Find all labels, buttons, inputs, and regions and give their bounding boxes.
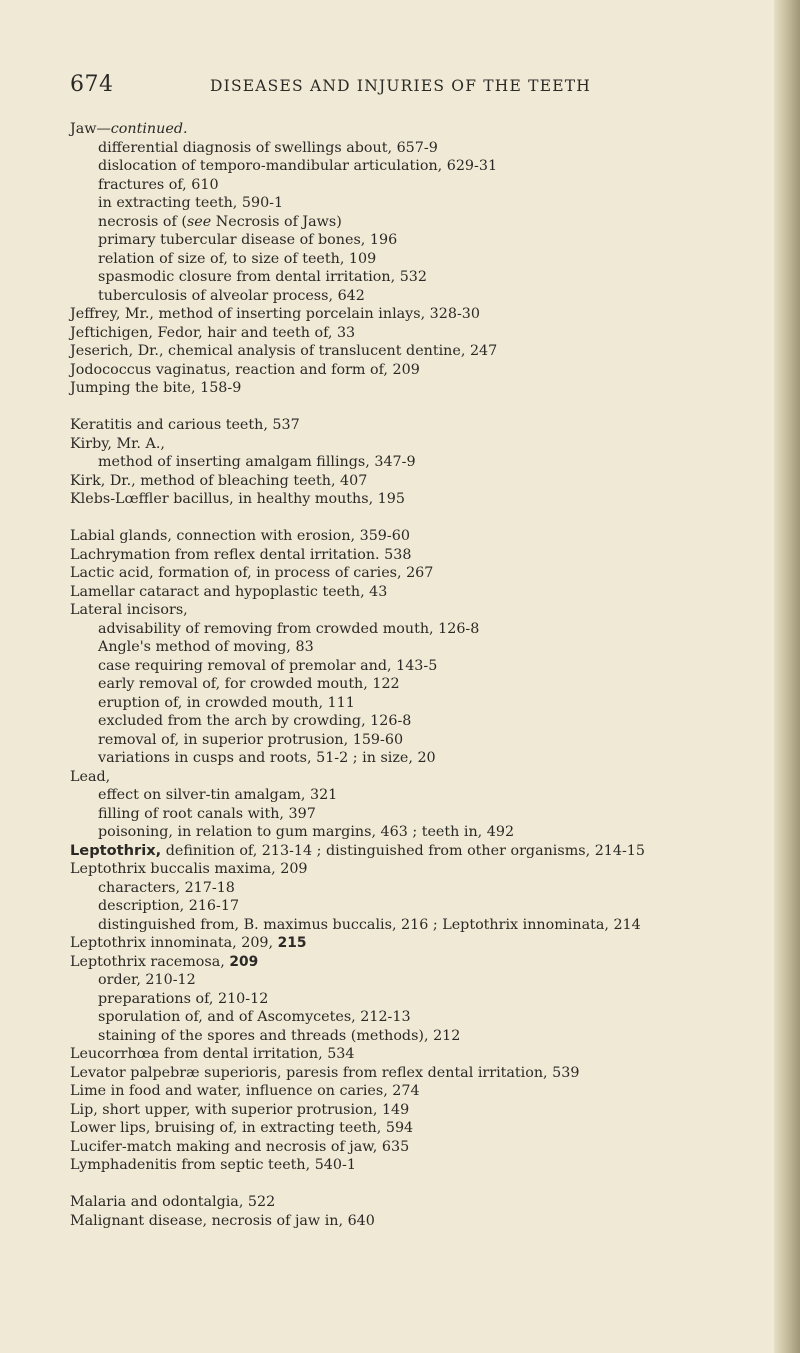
index-entry: Leucorrhœa from dental irritation, 534 <box>70 1046 355 1062</box>
index-entry: Klebs-Lœffler bacillus, in healthy mouths, 195 <box>70 491 405 507</box>
subentry: relation of size of, to size of teeth, 109 <box>98 250 377 267</box>
page-header <box>0 72 800 112</box>
index-entry: Kirby, Mr. A., <box>70 435 165 452</box>
subentry: characters, 217-18 <box>98 879 235 896</box>
index-entry: Malignant disease, necrosis of jaw in, 640 <box>70 1212 375 1229</box>
index-entry: Lactic acid, formation of, in process of caries, 267 <box>70 565 434 581</box>
index-entry-leptothrix-racemosa: Leptothrix racemosa, 209 <box>70 953 259 970</box>
subentry: sporulation of, and of Ascomycetes, 212-13 <box>98 1009 411 1025</box>
subentry: dislocation of temporo-mandibular articulation, 629-31 <box>98 158 498 174</box>
index-entry: Jumping the bite, 158-9 <box>70 380 242 396</box>
subentry: filling of root canals with, 397 <box>98 805 316 822</box>
index-entry: Jeffrey, Mr., method of inserting porcelain inlays, 328-30 <box>70 306 480 322</box>
index-entry: Lachrymation from reflex dental irritation. 538 <box>70 546 412 563</box>
subentry: eruption of, in crowded mouth, 111 <box>98 694 355 711</box>
subentry-necrosis: necrosis of (see Necrosis of Jaws) <box>98 213 342 230</box>
section-gap <box>70 398 782 417</box>
page-number: 674 <box>70 72 114 97</box>
subentry: Angle's method of moving, 83 <box>98 639 314 655</box>
index-entry: Malaria and odontalgia, 522 <box>70 1194 276 1210</box>
subentry: effect on silver-tin amalgam, 321 <box>98 787 338 803</box>
subentry: in extracting teeth, 590-1 <box>98 195 284 211</box>
subentry: primary tubercular disease of bones, 196 <box>98 232 398 248</box>
index-entry-jaw: Jaw—continued. <box>70 121 188 137</box>
index-entry: Kirk, Dr., method of bleaching teeth, 407 <box>70 472 368 489</box>
subentry: spasmodic closure from dental irritation, 532 <box>98 269 427 285</box>
index-entry: Lamellar cataract and hypoplastic teeth, 43 <box>70 583 388 600</box>
subentry: tuberculosis of alveolar process, 642 <box>98 287 365 304</box>
subentry: advisability of removing from crowded mouth, 126-8 <box>98 620 480 637</box>
index-entry: Lime in food and water, influence on caries, 274 <box>70 1083 420 1099</box>
subentry: description, 216-17 <box>98 898 240 914</box>
subentry: variations in cusps and roots, 51-2 ; in size, 20 <box>98 750 436 766</box>
subentry: excluded from the arch by crowding, 126-8 <box>98 713 412 729</box>
section-gap <box>70 509 782 528</box>
section-gap <box>70 1175 782 1194</box>
subentry: early removal of, for crowded mouth, 122 <box>98 676 400 692</box>
index-entry: Lip, short upper, with superior protrusion, 149 <box>70 1101 410 1118</box>
index-entry-lead: Lead, <box>70 768 111 785</box>
running-title: DISEASES AND INJURIES OF THE TEETH <box>210 77 591 95</box>
subentry: fractures of, 610 <box>98 176 219 193</box>
subentry: poisoning, in relation to gum margins, 463 ; teeth in, 492 <box>98 824 515 840</box>
index-body <box>70 120 782 1230</box>
index-entry: Lower lips, bruising of, in extracting teeth, 594 <box>70 1120 414 1136</box>
subentry: distinguished from, B. maximus buccalis, 216 ; Leptothrix innominata, 214 <box>98 916 641 933</box>
index-entry: Keratitis and carious teeth, 537 <box>70 417 300 433</box>
index-entry-leptothrix: Leptothrix, definition of, 213-14 ; distinguished from other organisms, 214-15 <box>70 841 646 859</box>
subentry: case requiring removal of premolar and, 143-5 <box>98 657 438 674</box>
subentry: preparations of, 210-12 <box>98 990 269 1007</box>
subentry: removal of, in superior protrusion, 159-60 <box>98 731 404 748</box>
subentry: order, 210-12 <box>98 972 196 988</box>
subentry: differential diagnosis of swellings about, 657-9 <box>98 139 438 156</box>
index-entry: Levator palpebræ superioris, paresis from reflex dental irritation, 539 <box>70 1064 580 1081</box>
index-entry-leptothrix-innominata: Leptothrix innominata, 209, 215 <box>70 935 307 951</box>
subentry: method of inserting amalgam fillings, 347-9 <box>98 454 416 470</box>
index-entry: Lucifer-match making and necrosis of jaw, 635 <box>70 1138 410 1155</box>
index-entry: Jeserich, Dr., chemical analysis of translucent dentine, 247 <box>70 343 498 359</box>
index-entry: Jeftichigen, Fedor, hair and teeth of, 33 <box>70 324 356 341</box>
index-entry-leptothrix-buccalis: Leptothrix buccalis maxima, 209 <box>70 861 308 877</box>
index-entry: Jodococcus vaginatus, reaction and form of, 209 <box>70 361 420 378</box>
subentry: staining of the spores and threads (methods), 212 <box>98 1027 461 1044</box>
index-entry-lateral-incisors: Lateral incisors, <box>70 602 188 618</box>
index-entry: Labial glands, connection with erosion, 359-60 <box>70 528 410 544</box>
index-entry: Lymphadenitis from septic teeth, 540-1 <box>70 1157 356 1173</box>
